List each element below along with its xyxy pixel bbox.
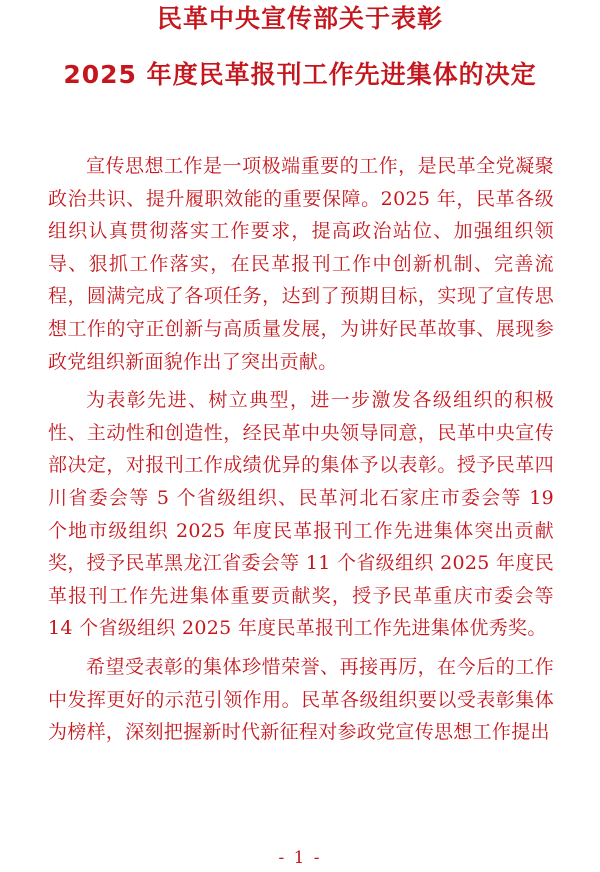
paragraph-2: 为表彰先进、树立典型，进一步激发各级组织的积极性、主动性和创造性，经民革中央领导同意，民革中央宣传部决定，对报刊工作成绩优异的集体予以表彰。授予民革四川省委会等 5 个省级组织、民革河北石家庄市委会等 19 个地市级组织 2025 年度民革报刊工作先进集体突出贡献奖，授予民革黑龙江省委会等 11 个省级组织 2025 年度民革报刊工作先进集体重要贡献奖，授予民革重庆市委会等 14 个省级组织 2025 年度民革报刊工作先进集体优秀奖。 <box>48 389 554 640</box>
page-number: - 1 - <box>278 848 322 868</box>
paragraph-1: 宣传思想工作是一项极端重要的工作，是民革全党凝聚政治共识、提升履职效能的重要保障。2025 年，民革各级组织认真贯彻落实工作要求，提高政治站位、加强组织领导、狠抓工作落实，在民革报刊工作中创新机制、完善流程，圆满完成了各项任务，达到了预期目标，实现了宣传思想工作的守正创新与高质量发展，为讲好民革故事、展现参政党组织新面貌作出了突出贡献。 <box>48 155 554 373</box>
document-title-line-2: 2025 年度民革报刊工作先进集体的决定 <box>63 60 537 89</box>
paragraph-3: 希望受表彰的集体珍惜荣誉、再接再厉，在今后的工作中发挥更好的示范引领作用。民革各级组织要以受表彰集体为榜样，深刻把握新时代新征程对参政党宣传思想工作提出 <box>48 655 554 744</box>
document-title-line-1: 民革中央宣传部关于表彰 <box>156 4 443 33</box>
document-body <box>48 150 554 755</box>
